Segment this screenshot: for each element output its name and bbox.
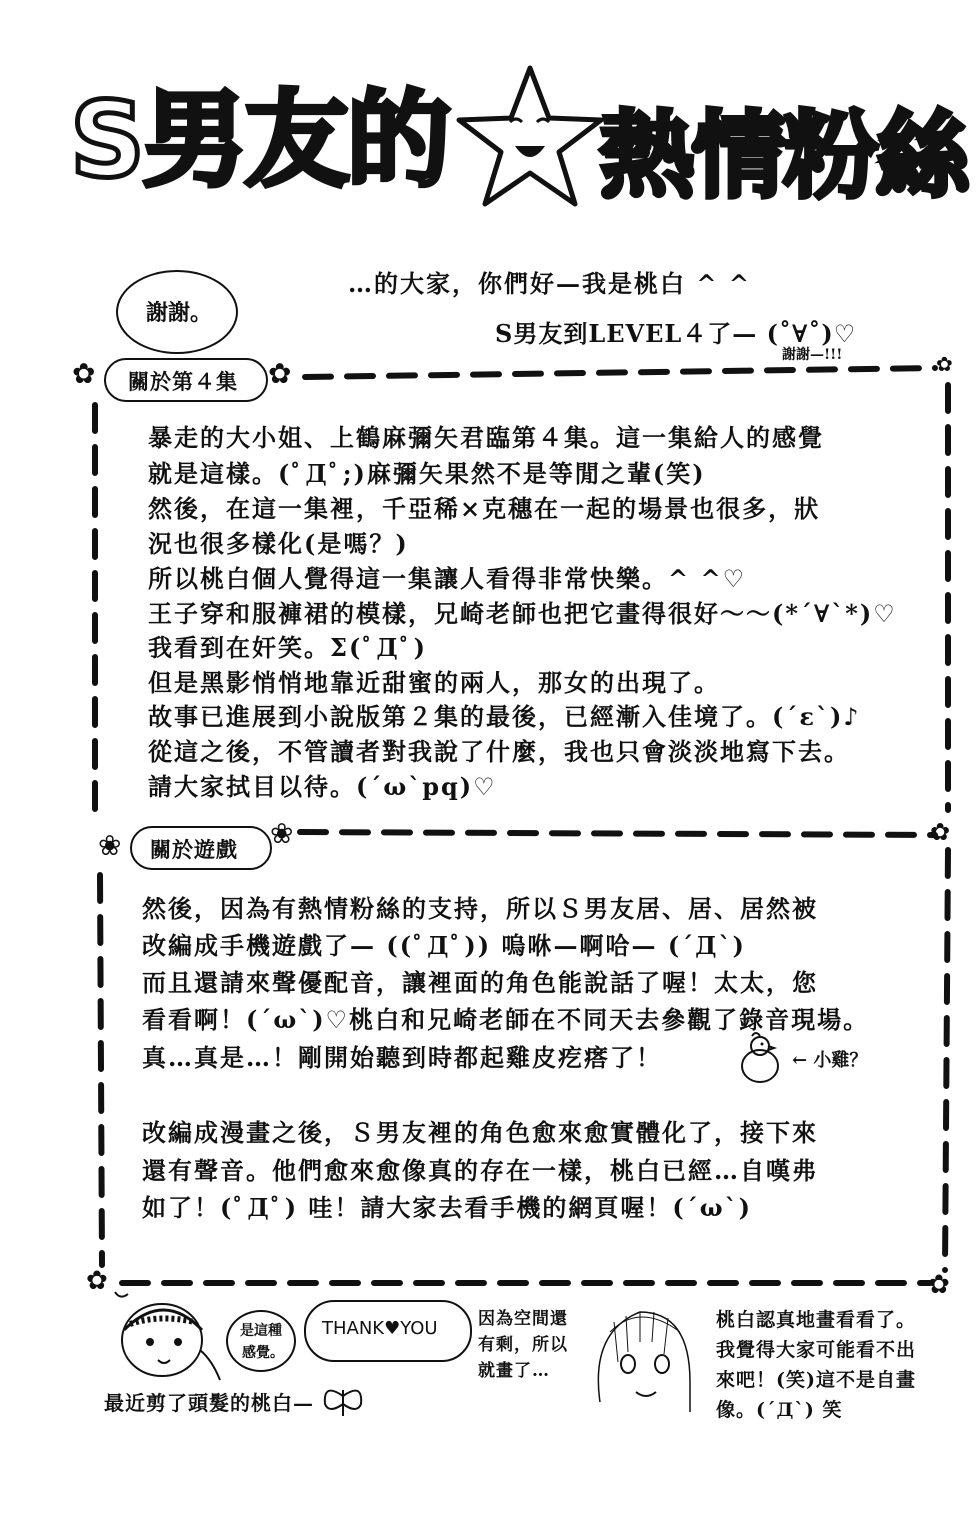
section-heading-text: 關於遊戲 — [150, 837, 238, 862]
butterfly-icon — [318, 1382, 368, 1422]
body-line: 所以桃白個人覺得這一集讓人看得非常快樂。^ ^♡ — [148, 564, 747, 593]
thanks-line: 謝謝—!!! — [782, 347, 843, 363]
small-bubble-line: 感覺。 — [242, 1345, 284, 1361]
chick-note: ← 小雞？ — [792, 1050, 868, 1071]
self-portrait-line: 像。(´Д`) 笑 — [716, 1399, 843, 1421]
flower-icon: ✿ — [928, 1270, 950, 1300]
haircut-caption: 最近剪了頭髮的桃白— — [104, 1391, 314, 1415]
space-note-line: 因為空間還 — [478, 1309, 568, 1329]
body-line: 而且還請來聲優配音，讓裡面的角色能說話了喔！太太，您 — [142, 968, 818, 997]
body-line: 改編成漫畫之後，Ｓ男友裡的角色愈來愈實體化了，接下來 — [142, 1118, 818, 1147]
body-line: 然後，在這一集裡，千亞稀×克穗在一起的場景也很多，狀 — [148, 494, 821, 523]
self-portrait-doodle-icon — [580, 1292, 710, 1422]
flower-icon: ✿ — [72, 357, 96, 390]
level-line: S男友到LEVEL４了— (˚∀˚)♡ — [495, 319, 857, 348]
flower-icon: ✿ — [930, 818, 951, 846]
thank-you-text: THANK♥YOU — [322, 1318, 438, 1339]
small-bubble-line: 是這種 — [240, 1323, 282, 1339]
body-line: 然後，因為有熱情粉絲的支持，所以Ｓ男友居、居、居然被 — [142, 894, 818, 923]
self-portrait-line: 桃白認真地畫看看了。 — [716, 1309, 917, 1331]
thanks-bubble-text: 謝謝。 — [146, 300, 213, 326]
space-note-line: 有剩，所以 — [478, 1335, 568, 1355]
chick-icon — [730, 1030, 790, 1090]
flower-icon: ✿ — [86, 1266, 108, 1296]
body-line: 暴走的大小姐、上鶴麻彌矢君臨第４集。這一集給人的感覺 — [148, 423, 824, 452]
page-title-left: S男友的 — [70, 79, 449, 201]
small-speech-bubble — [226, 1310, 296, 1372]
girl-doodle-icon — [100, 1290, 230, 1390]
flower-icon: ✿ — [936, 352, 953, 376]
body-line: 故事已進展到小說版第２集的最後，已經漸入佳境了。(´ε`)♪ — [148, 702, 861, 731]
self-portrait-line: 我覺得大家可能看不出 — [716, 1339, 917, 1361]
page-title-right: 熱情粉絲 — [600, 102, 969, 211]
self-portrait-line: 來吧！(笑)這不是自畫 — [716, 1369, 916, 1391]
thank-you-cloud — [304, 1300, 472, 1362]
self-portrait-note — [716, 1305, 916, 1425]
section-heading-game — [130, 826, 272, 870]
greeting-line: …的大家，你們好—我是桃白 ^ ^ — [348, 269, 751, 298]
flower-icon: ✿ — [268, 357, 292, 390]
body-line: 改編成手機遊戲了— ((ﾟДﾟ)) 嗚咻—啊哈— (´Д`) — [142, 931, 746, 960]
body-line: 但是黑影悄悄地靠近甜蜜的兩人，那女的出現了。 — [148, 668, 720, 697]
body-line: 請大家拭目以待。(´ω`pq)♡ — [148, 772, 497, 801]
body-line: 王子穿和服褲裙的模樣，兄崎老師也把它畫得很好～～(*´∀`*)♡ — [148, 599, 897, 628]
body-line: 真…真是…！剛開始聽到時都起雞皮疙瘩了！ — [142, 1043, 662, 1072]
body-line: 還有聲音。他們愈來愈像真的存在一樣，桃白已經…自嘆弗 — [142, 1156, 818, 1185]
body-line: 我看到在奸笑。Σ(ﾟДﾟ) — [148, 633, 428, 662]
body-line: 從這之後，不管讀者對我說了什麼，我也只會淡淡地寫下去。 — [148, 737, 850, 766]
body-line: 如了！(ﾟДﾟ) 哇！請大家去看手機的網頁喔！(´ω`) — [142, 1193, 752, 1222]
flower-icon: ❀ — [98, 829, 122, 862]
section-heading-volume4 — [104, 358, 268, 402]
body-line: 就是這樣。(ﾟДﾟ;)麻彌矢果然不是等閒之輩(笑) — [148, 459, 706, 488]
flower-icon: ❀ — [270, 817, 294, 850]
space-note — [478, 1306, 568, 1384]
section-heading-text: 關於第４集 — [128, 369, 238, 394]
space-note-line: 就畫了… — [478, 1361, 550, 1381]
body-line: 看看啊！(´ω`)♡桃白和兄崎老師在不同天去參觀了錄音現場。 — [142, 1005, 870, 1034]
body-line: 況也很多樣化(是嗎？) — [148, 529, 409, 558]
